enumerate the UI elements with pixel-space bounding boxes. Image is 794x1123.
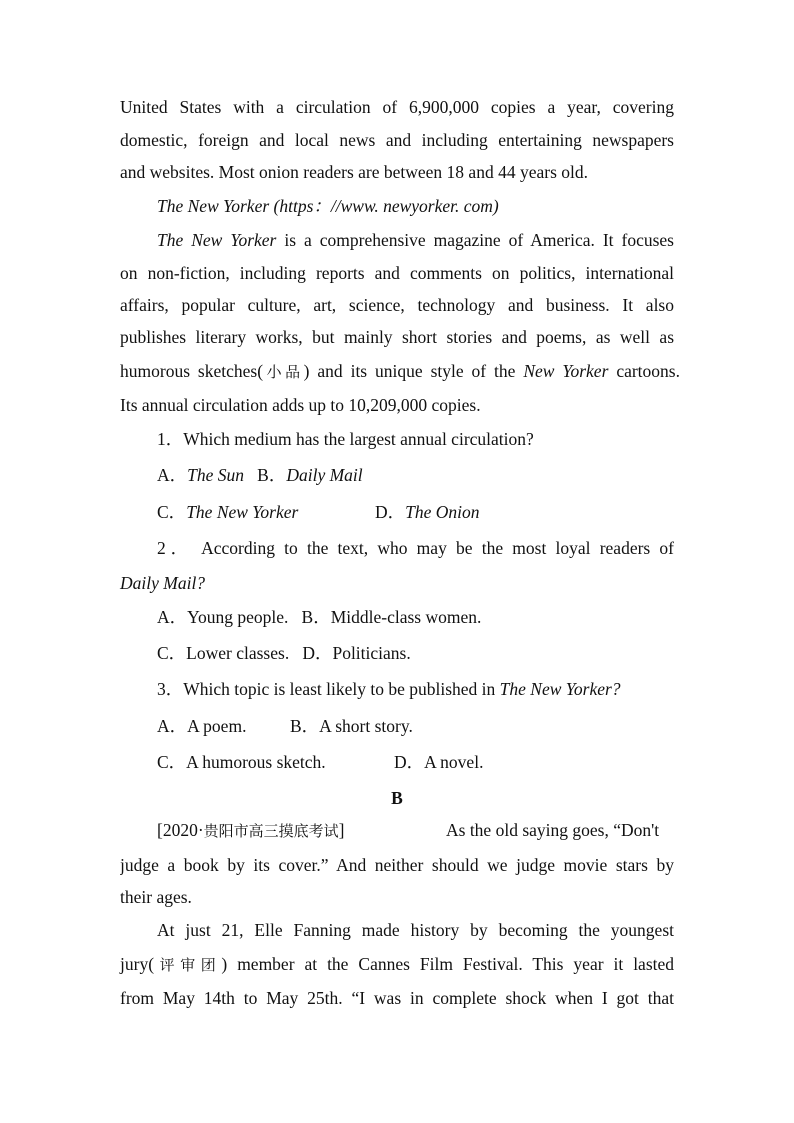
- paragraph-line: judge a book by its cover.” And neither should we judge movie stars by: [120, 855, 674, 875]
- option-row: [157, 714, 246, 738]
- text-span: humorous sketches(: [120, 361, 264, 381]
- option-row: [375, 500, 480, 524]
- option-label: D．: [375, 502, 406, 522]
- publication-url: (https：//www. newyorker. com): [273, 196, 499, 216]
- option-c: C．A humorous sketch.: [157, 752, 326, 772]
- option-d: D．Politicians.: [302, 643, 411, 663]
- option-row: [157, 641, 411, 665]
- option-row: [394, 750, 483, 774]
- chinese-gloss: 评审团: [154, 956, 222, 974]
- question-stem: Daily Mail?: [120, 573, 206, 593]
- paragraph-line: from May 14th to May 25th. “I was in complete shock when I got that: [120, 988, 674, 1008]
- text-span: 3．Which topic is least likely to be published in: [157, 679, 496, 699]
- chinese-gloss: 小品: [263, 363, 304, 381]
- question-stem: 1．Which medium has the largest annual circulation?: [157, 429, 534, 449]
- option-row: [157, 605, 481, 629]
- text-span: cartoons.: [616, 361, 680, 381]
- paragraph-line: As the old saying goes, “Don't: [446, 820, 660, 840]
- source-tag: [157, 818, 345, 843]
- option-b: Daily Mail: [286, 465, 363, 485]
- option-c: C．Lower classes.: [157, 643, 290, 663]
- publication-title: New Yorker: [523, 361, 609, 381]
- publication-title: The New Yorker?: [499, 679, 621, 699]
- option-b: B．Middle-class women.: [301, 607, 482, 627]
- new-yorker-heading: [157, 194, 499, 218]
- option-label: C．: [157, 502, 187, 522]
- question-stem: 2． According to the text, who may be the most loyal readers of: [157, 538, 674, 558]
- paragraph-line: [157, 228, 674, 252]
- text-span: is a comprehensive magazine of America. It focuses: [284, 230, 674, 250]
- paragraph-line: [120, 359, 680, 384]
- paragraph-line: At just 21, Elle Fanning made history by becoming the youngest: [157, 920, 674, 940]
- text-span: [2020·: [157, 820, 204, 840]
- paragraph-line: their ages.: [120, 887, 192, 907]
- text-span: ]: [338, 820, 345, 840]
- paragraph-line: on non-fiction, including reports and comments on politics, international: [120, 263, 674, 283]
- text-span: member at the Cannes Film Festival. This year it lasted: [237, 954, 675, 974]
- option-row: [157, 463, 363, 487]
- paragraph-line: Its annual circulation adds up to 10,209,000 copies.: [120, 395, 481, 415]
- text-span: ): [221, 954, 228, 974]
- text-span: ) and its unique style of the: [303, 361, 516, 381]
- publication-title: The New Yorker: [157, 230, 277, 250]
- option-a: The Sun: [187, 465, 245, 485]
- option-c: The New Yorker: [186, 502, 299, 522]
- option-row: [157, 500, 298, 524]
- paragraph-line: affairs, popular culture, art, science, technology and business. It also: [120, 295, 674, 315]
- option-d: The Onion: [405, 502, 480, 522]
- option-row: [290, 714, 413, 738]
- option-b: B．A short story.: [290, 716, 413, 736]
- option-d: D．A novel.: [394, 752, 484, 772]
- option-row: [157, 750, 326, 774]
- paragraph-line: domestic, foreign and local news and including entertaining newspapers: [120, 130, 674, 150]
- paragraph-line: [120, 952, 674, 977]
- paragraph-line: publishes literary works, but mainly short stories and poems, as well as: [120, 327, 674, 347]
- option-label: B．: [257, 465, 287, 485]
- text-span: jury(: [120, 954, 155, 974]
- option-label: A．: [157, 465, 188, 485]
- question-stem: [157, 677, 621, 701]
- publication-title: The New Yorker: [157, 196, 270, 216]
- source-name: 贵阳市高三摸底考试: [203, 822, 339, 840]
- option-a: A．A poem.: [157, 716, 247, 736]
- paragraph-line: United States with a circulation of 6,900,000 copies a year, covering: [120, 97, 674, 117]
- section-heading: B: [391, 788, 403, 808]
- option-a: A．Young people.: [157, 607, 289, 627]
- paragraph-line: and websites. Most onion readers are between 18 and 44 years old.: [120, 162, 588, 182]
